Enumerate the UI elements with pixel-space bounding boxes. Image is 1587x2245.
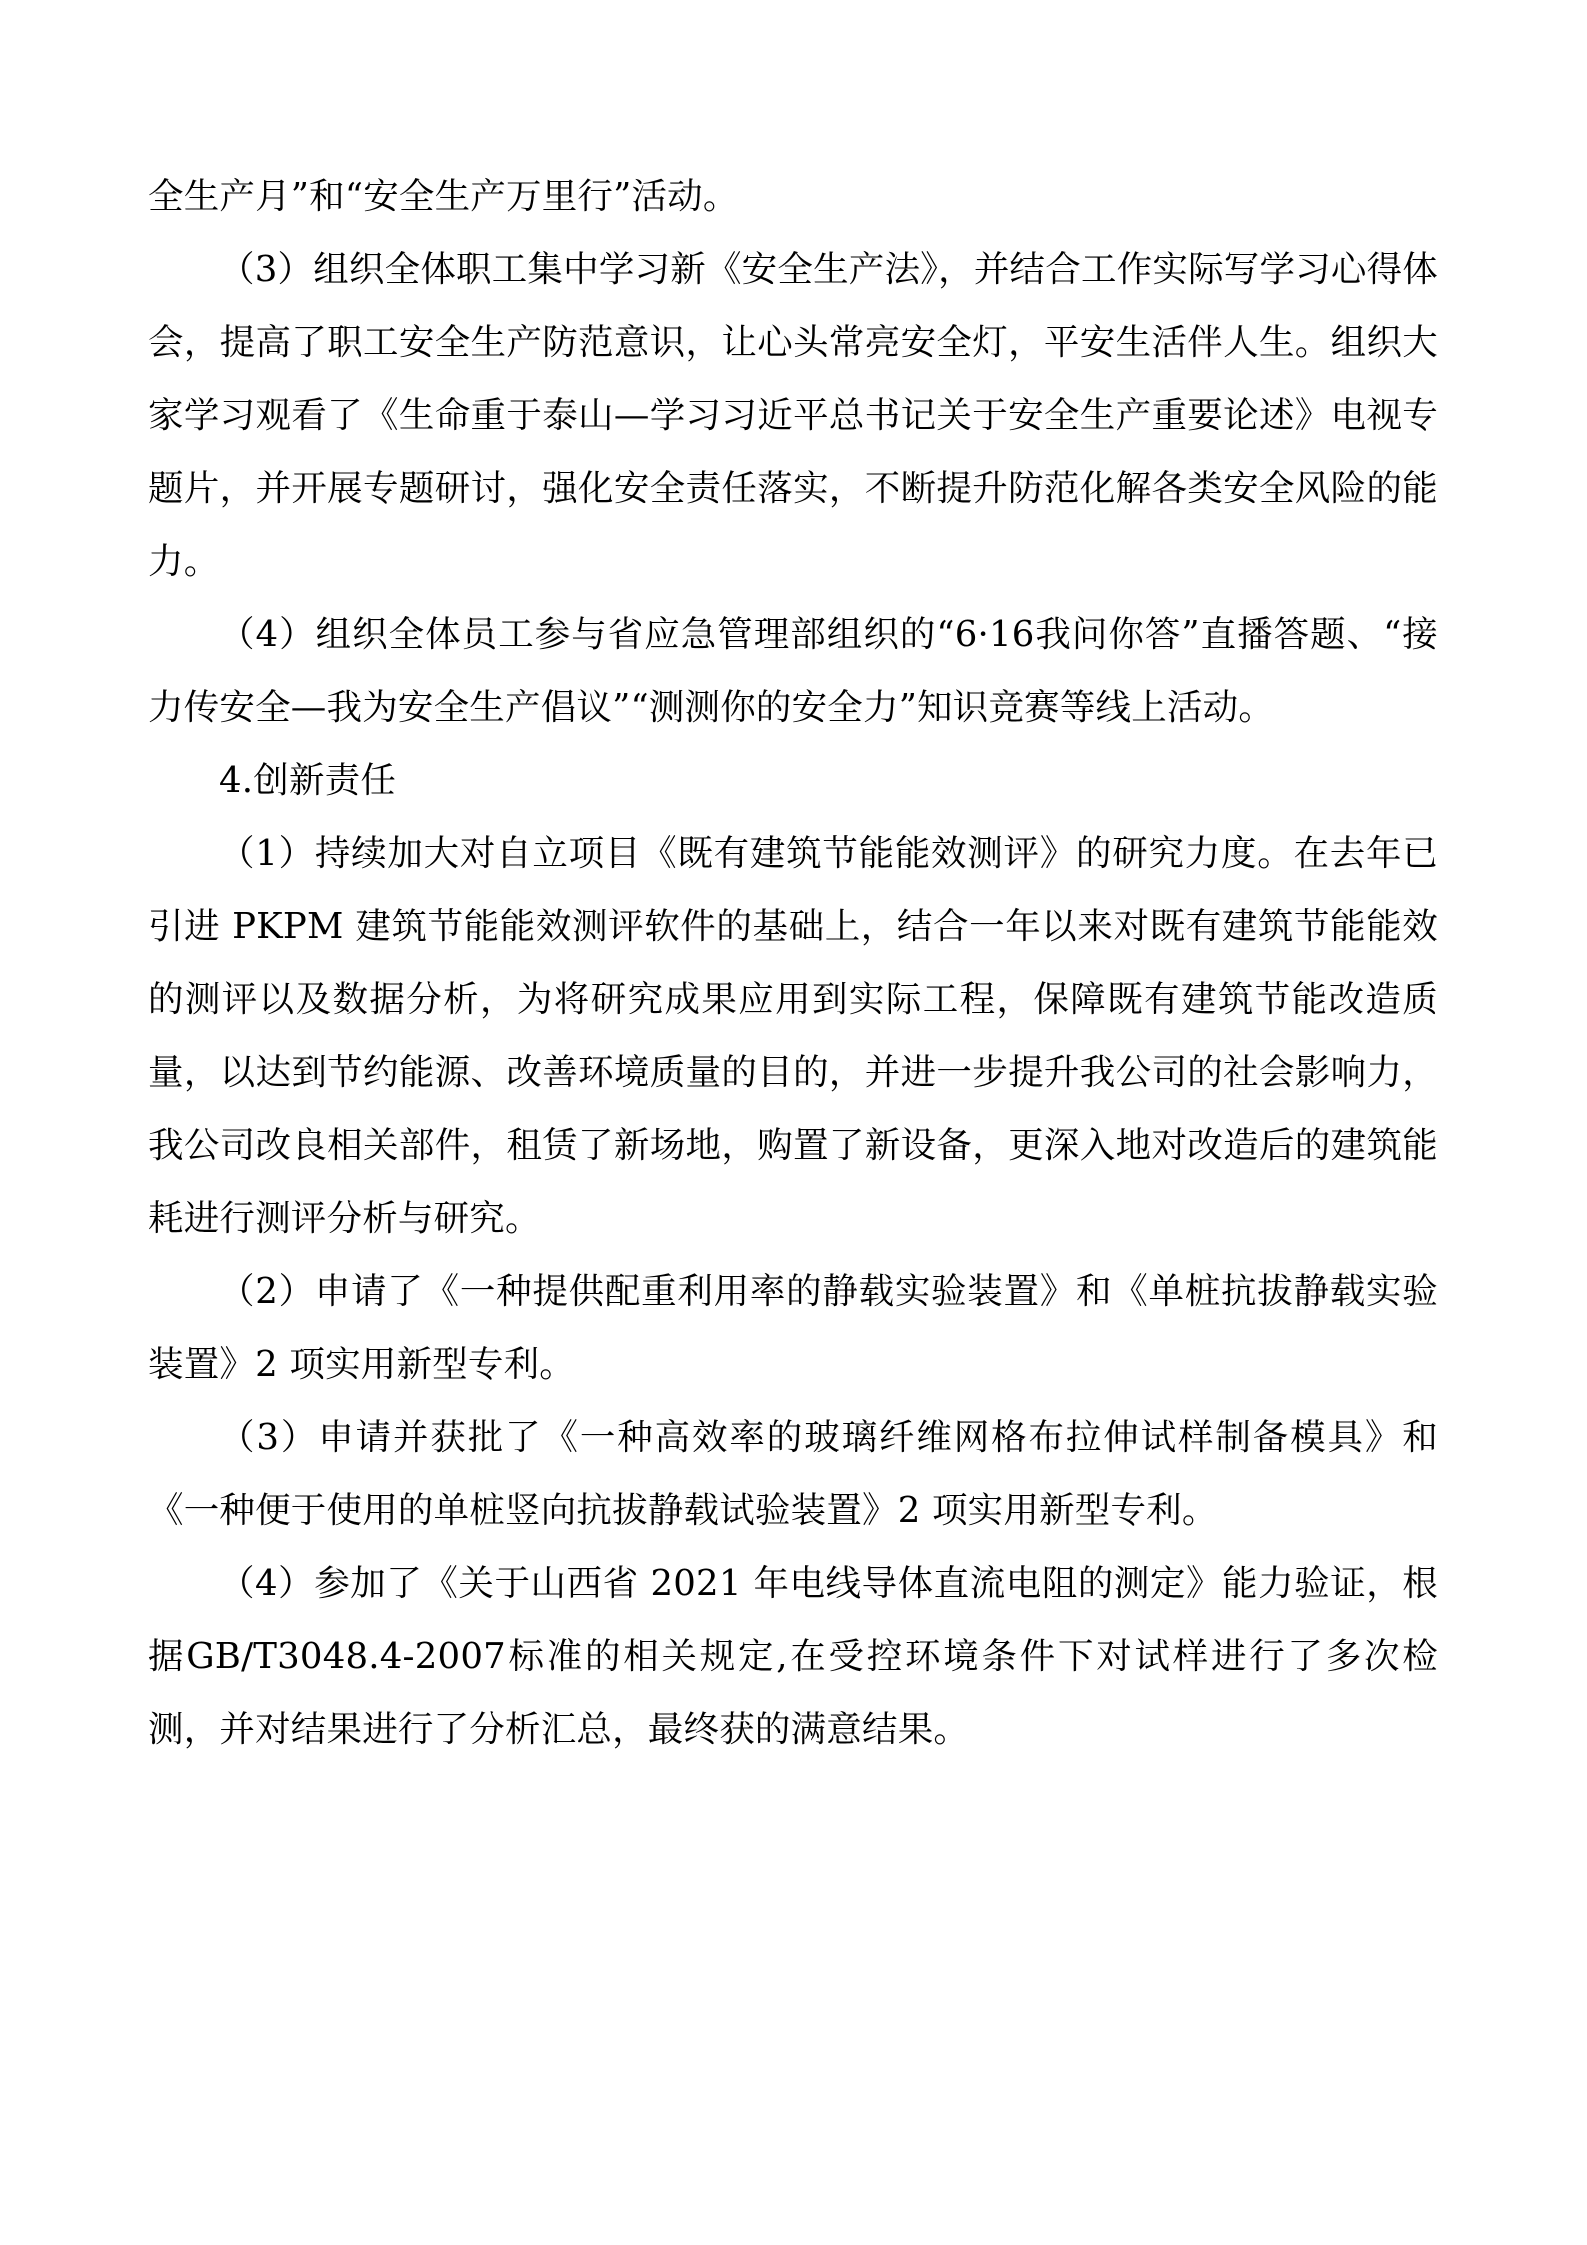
paragraph-capability-verification: （4）参加了《关于山西省 2021 年电线导体直流电阻的测定》能力验证，根据GB/T3048.4-2007标准的相关规定,在受控环境条件下对试样进行了多次检测，并对结果进行了分析汇总，最终获的满意结果。 <box>148 1563 1438 1750</box>
paragraph-online-activities: （4）组织全体员工参与省应急管理部组织的“6·16我问你答”直播答题、“接力传安全—我为安全生产倡议”“测测你的安全力”知识竞赛等线上活动。 <box>148 614 1438 728</box>
paragraph-study-safety-law: （3）组织全体职工集中学习新《安全生产法》，并结合工作实际写学习心得体会，提高了职工安全生产防范意识，让心头常亮安全灯，平安生活伴人生。组织大家学习观看了《生命重于泰山—学习习近平总书记关于安全生产重要论述》电视专题片，并开展专题研讨，强化安全责任落实，不断提升防范化解各类安全风险的能力。 <box>148 249 1438 582</box>
paragraph-research-project: （1）持续加大对自立项目《既有建筑节能能效测评》的研究力度。在去年已引进 PKPM 建筑节能能效测评软件的基础上，结合一年以来对既有建筑节能能效的测评以及数据分析，为将研究成果应用到实际工程，保障既有建筑节能改造质量，以达到节约能源、改善环境质量的目的，并进一步提升我公司的社会影响力，我公司改良相关部件，租赁了新场地，购置了新设备，更深入地对改造后的建筑能耗进行测评分析与研究。 <box>148 833 1438 1239</box>
document-body <box>148 160 1438 1766</box>
paragraph-patents-granted: （3）申请并获批了《一种高效率的玻璃纤维网格布拉伸试样制备模具》和《一种便于使用的单桩竖向抗拔静载试验装置》2 项实用新型专利。 <box>148 1417 1438 1531</box>
paragraph-continued-top: 全生产月”和“安全生产万里行”活动。 <box>148 176 739 217</box>
heading-innovation-responsibility: 4.创新责任 <box>219 760 397 801</box>
paragraph-patent-applications: （2）申请了《一种提供配重利用率的静载实验装置》和《单桩抗拔静载实验装置》2 项实用新型专利。 <box>148 1271 1438 1385</box>
